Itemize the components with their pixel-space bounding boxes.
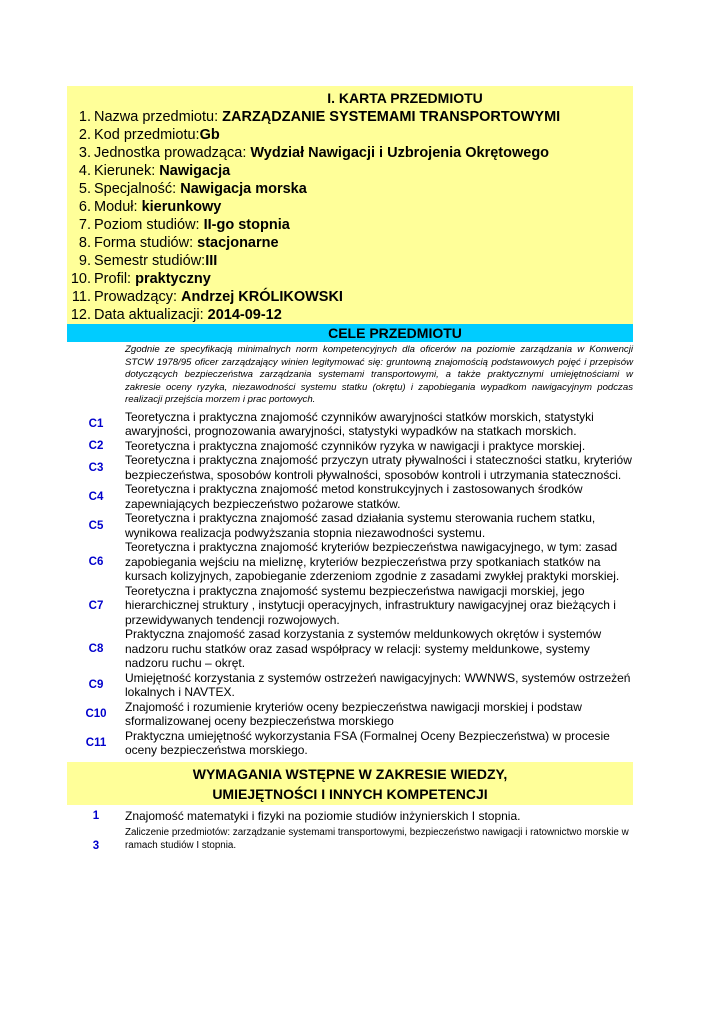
karta-row-number: 1. [78,109,91,125]
cele-item-code: C8 [88,643,104,656]
cele-item-code: C4 [88,490,104,503]
karta-row-label: Semestr studiów: [94,253,206,269]
cele-item [67,511,633,540]
cele-item [67,482,633,511]
karta-row-number: 6. [78,199,91,215]
cele-item-text: Teoretyczna i praktyczna znajomość systemu bezpieczeństwa nawigacji morskiej, jego hierarchicznej struktury , instytucji operacyjnych, infrastruktury nawigacyjnej oraz bieżących i przewidywanych tendencji rozwojowych. [125,583,616,627]
cele-item [67,540,633,584]
cele-item [67,584,633,628]
cele-item-text: Znajomość i rozumienie kryteriów oceny bezpieczeństwa nawigacji morskiej i podstaw sformalizowanej oceny bezpieczeństwa morskiego [125,699,582,729]
karta-row [67,198,633,216]
wymagania-list [67,809,633,853]
cele-item-code: C7 [88,599,104,612]
karta-row-value: ZARZĄDZANIE SYSTEMAMI TRANSPORTOWYMI [222,109,561,125]
karta-row [67,180,633,198]
karta-row-number: 3. [78,145,91,161]
cele-item [67,453,633,482]
wymagania-title-line2: UMIEJĘTNOŚCI I INNYCH KOMPETENCJI [212,785,488,802]
karta-row-label: Kierunek: [94,163,160,179]
cele-item-text: Teoretyczna i praktyczna znajomość czynników ryzyka w nawigacji i praktyce morskiej. [125,438,586,453]
cele-item-code: C3 [88,461,104,474]
karta-row-number: 2. [78,127,91,143]
karta-row-value: Andrzej KRÓLIKOWSKI [181,289,343,305]
karta-row-label: Kod przedmiotu: [94,127,200,143]
karta-row-number: 8. [78,235,91,251]
cele-item [67,671,633,700]
cele-item [67,410,633,439]
karta-row-value: 2014-09-12 [207,307,282,323]
cele-item-code: C9 [88,679,104,692]
karta-row-value: Nawigacja [159,163,231,179]
karta-row [67,252,633,270]
cele-item-text: Praktyczna umiejętność wykorzystania FSA (Formalnej Oceny Bezpieczeństwa) w procesie oceny bezpieczeństwa morskiego. [125,728,610,758]
cele-item-code: C6 [88,556,104,569]
karta-row [67,306,633,324]
karta-row-number: 7. [78,217,91,233]
karta-row-value: Gb [199,127,220,143]
karta-row-label: Specjalność: [94,181,181,197]
wymagania-item [67,827,633,852]
cele-item [67,627,633,671]
cele-item [67,439,633,454]
karta-row [67,144,633,162]
karta-row [67,126,633,144]
wymagania-item [67,809,633,824]
karta-row [67,108,633,126]
karta-title: I. KARTA PRZEDMIOTU [327,90,483,106]
karta-row-value: Wydział Nawigacji i Uzbrojenia Okrętowego [250,145,550,161]
cele-list [67,410,633,758]
cele-title: CELE PRZEDMIOTU [67,324,633,342]
karta-rows [67,108,633,324]
karta-przedmiotu-section [67,86,633,324]
wymagania-item-number: 3 [92,840,100,853]
karta-row-number: 10. [70,271,91,287]
karta-row-label: Profil: [94,271,136,287]
cele-item-code: C1 [88,418,104,431]
karta-row-value: praktyczny [135,271,211,287]
wymagania-title [67,762,633,805]
karta-row [67,234,633,252]
wymagania-item-text: Zaliczenie przedmiotów: zarządzanie systemami transportowymi, bezpieczeństwo nawigacji i ratownictwo morskie w ramach studiów I stopnia. [125,827,629,851]
document-page [67,86,633,852]
karta-row-label: Data aktualizacji: [94,307,208,323]
karta-row-label: Prowadzący: [94,289,182,305]
wymagania-title-line1: WYMAGANIA WSTĘPNE W ZAKRESIE WIEDZY, [192,765,508,782]
cele-item-code: C5 [88,519,104,532]
cele-intro: Zgodnie ze specyfikacją minimalnych norm kompetencyjnych dla oficerów na poziomie zarządzania w Konwencji STCW 1978/95 oficer zarządzający winien legitymować się: gruntowną znajomością podstawowych pojęć i przepisów dotyczących bezpieczeństwa zarządzania systemami transportowymi, a także praktycznymi umiejętnościami w zakresie oceny ryzyka, niezawodności systemu statku (okrętu) i zapobiegania wypadkom nawigacyjnym podczas realizacji przejścia morzem i prac portowych. [125,344,633,406]
karta-row [67,288,633,306]
karta-row-label: Moduł: [94,199,142,215]
karta-row-value: Nawigacja morska [180,181,307,197]
cele-item-code: C2 [88,440,104,453]
karta-row-number: 12. [70,307,91,323]
cele-item-code: C10 [85,708,107,721]
karta-row [67,216,633,234]
karta-row [67,270,633,288]
karta-row-number: 11. [71,289,91,305]
karta-row [67,162,633,180]
karta-row-label: Poziom studiów: [94,217,204,233]
karta-row-label: Nazwa przedmiotu: [94,109,223,125]
cele-item-text: Praktyczna znajomość zasad korzystania z systemów meldunkowych okrętów i systemów nadzoru ruchu statków oraz zasad współpracy w relacji: systemy meldunkowe, systemy nadzoru ruchu – okręt. [125,627,602,671]
karta-row-value: kierunkowy [141,199,222,215]
karta-row-label: Forma studiów: [94,235,198,251]
cele-item [67,729,633,758]
karta-row-label: Jednostka prowadząca: [94,145,251,161]
karta-row-value: stacjonarne [197,235,279,251]
cele-item-text: Teoretyczna i praktyczna znajomość przyczyn utraty pływalności i stateczności statku, kryteriów bezpieczeństwa, sposobów kontroli pływalności, sposobów kontroli i utrzymania stateczności. [125,453,632,482]
cele-item-text: Teoretyczna i praktyczna znajomość zasad działania systemu sterowania ruchem statku, wynikowa realizacja podwyższania stopnia niezawodności systemu. [125,511,596,540]
cele-item-text: Umiejętność korzystania z systemów ostrzeżeń nawigacyjnych: WWNWS, systemów ostrzeżeń lokalnych i NAVTEX. [125,670,631,700]
cele-item [67,700,633,729]
wymagania-item-number: 1 [92,810,100,823]
cele-item-text: Teoretyczna i praktyczna znajomość kryteriów bezpieczeństwa nawigacyjnego, w tym: zasad zapobiegania wejściu na mieliznę, kryteriów bezpieczeństwa przy spotkaniach statków na kursach kolizyjnych, zapobieganie zderzeniom zgodnie z zasadami zwykłej praktyki morskiej. [125,540,620,584]
cele-item-code: C11 [85,737,107,750]
karta-row-number: 9. [78,253,91,269]
cele-item-text: Teoretyczna i praktyczna znajomość czynników awaryjności statków morskich, statystyki awaryjności, prognozowania awaryjności, statystyki wypadków na statkach morskich. [125,409,594,439]
karta-row-value: III [205,253,218,269]
cele-item-text: Teoretyczna i praktyczna znajomość metod konstrukcyjnych i zastosowanych środków zapewniających bezpieczeństwo pożarowe statków. [125,482,583,511]
karta-row-number: 4. [78,163,91,179]
wymagania-item-text: Znajomość matematyki i fizyki na poziomie studiów inżynierskich I stopnia. [125,808,521,823]
karta-row-value: II-go stopnia [203,217,290,233]
karta-row-number: 5. [78,181,91,197]
